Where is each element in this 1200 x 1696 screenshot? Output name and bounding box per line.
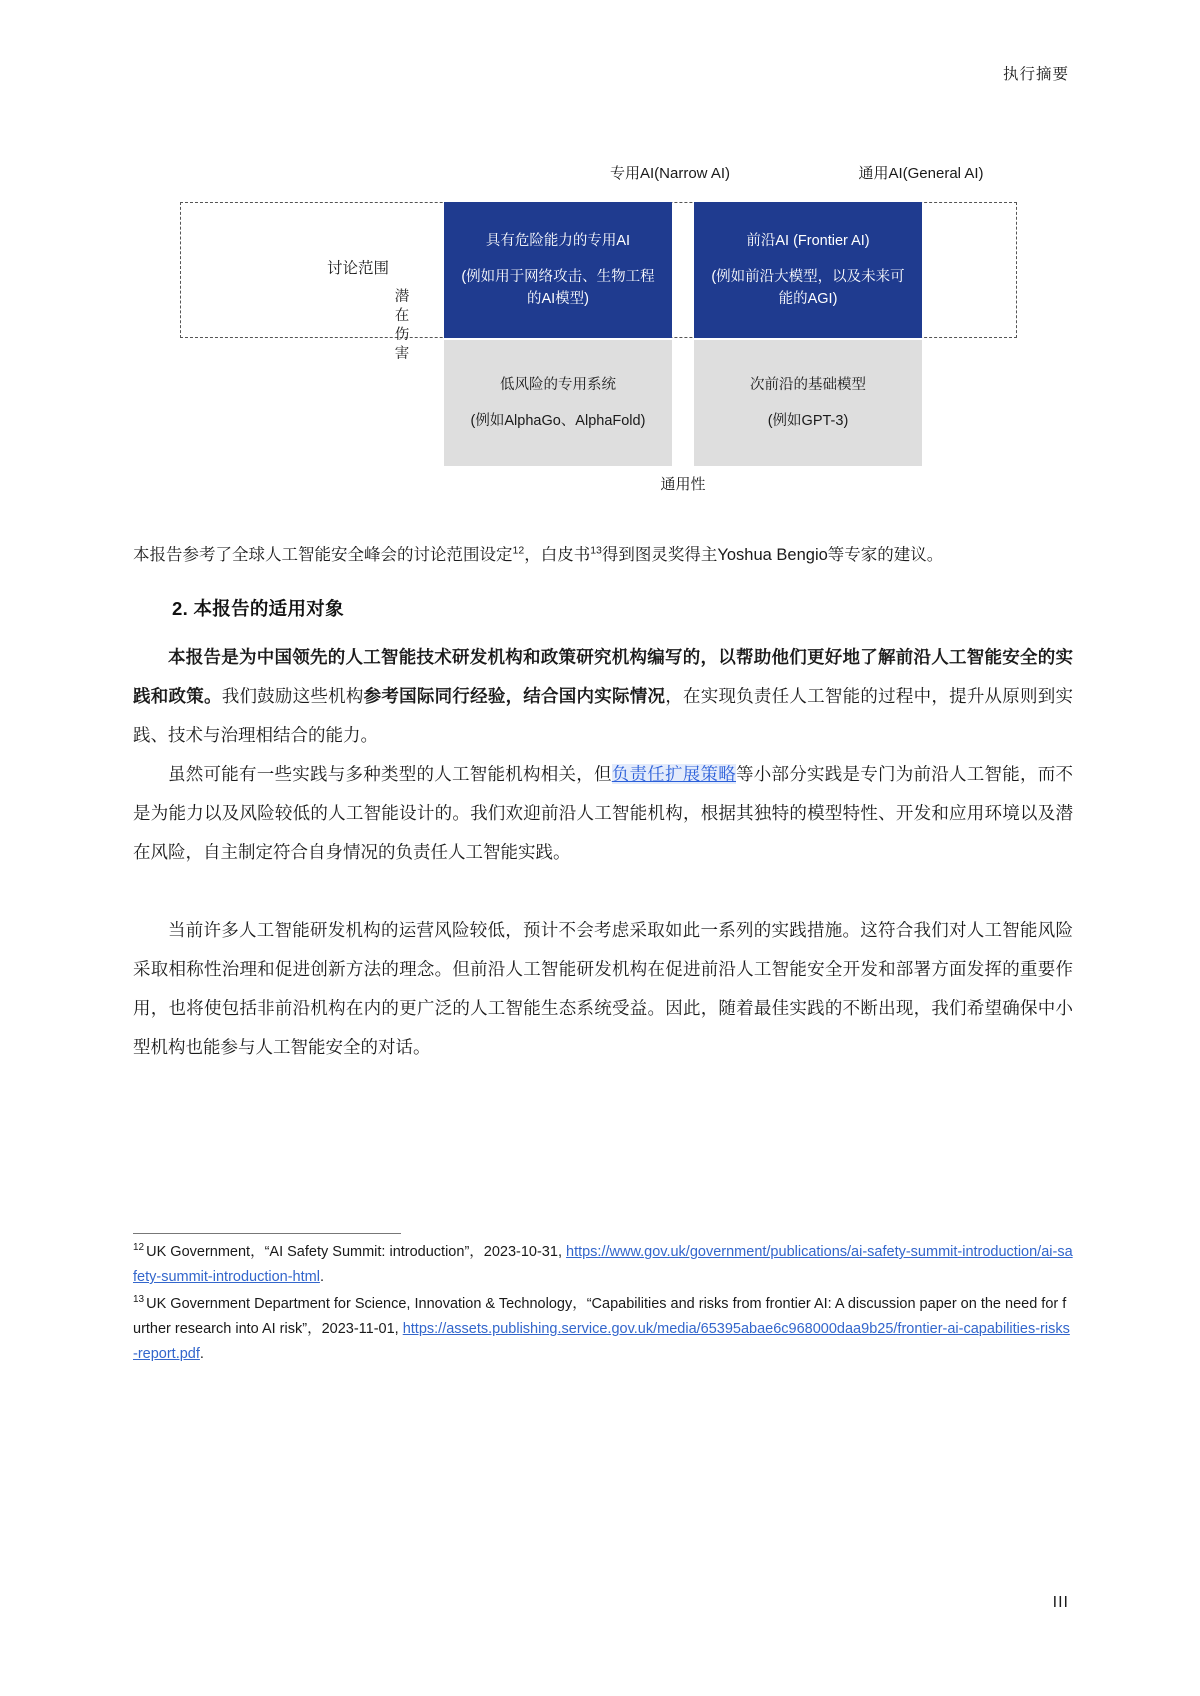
figure-column-headers xyxy=(133,162,1071,186)
paragraph-text xyxy=(133,638,1073,755)
caption-part-3: 得到图灵奖得主Yoshua Bengio等专家的建议。 xyxy=(601,546,944,564)
y-axis-char-2: 在 xyxy=(394,308,410,324)
footnote-item xyxy=(133,1240,1073,1290)
quadrant-example: (例如AlphaGo、AlphaFold) xyxy=(470,413,646,429)
discussion-scope-label: 讨论范围 xyxy=(326,260,389,277)
link-responsible-scaling-policy[interactable]: 负责任扩展策略 xyxy=(611,764,736,784)
page-number: III xyxy=(1052,1594,1069,1611)
figure-caption xyxy=(133,541,1071,569)
plain-span: 我们鼓励这些机构 xyxy=(221,686,364,706)
quadrant-figure xyxy=(133,128,1071,528)
footnote-trailing: . xyxy=(199,1346,204,1362)
caption-footnote-ref-12: 12 xyxy=(512,544,525,557)
quadrant-title: 前沿AI (Frontier AI) xyxy=(746,233,870,249)
plain-span: ，在实现负责任人工智能的过程中，提升从原则到实践、技术与治理相结合的能力。 xyxy=(133,686,1074,745)
quadrant-general-high-harm xyxy=(694,202,922,338)
y-axis-char-4: 害 xyxy=(394,346,410,362)
paragraph-proportionate-governance xyxy=(133,911,1073,1067)
quadrant-example: (例如GPT-3) xyxy=(767,413,849,429)
quadrant-title: 低风险的专用系统 xyxy=(500,377,616,393)
plain-span: 虽然可能有一些实践与多种类型的人工智能机构相关，但 xyxy=(168,764,612,784)
x-axis-label-generality: 通用性 xyxy=(660,476,706,493)
quadrant-example: (例如用于网络攻击、生物工程的AI模型) xyxy=(461,269,655,307)
footnote-link[interactable]: https://www.gov.uk/government/publications/ai-safety-summit-introduction/ai-safety-summit-introduction-html xyxy=(133,1244,1073,1285)
quadrant-title: 次前沿的基础模型 xyxy=(750,377,866,393)
caption-footnote-ref-13: 13 xyxy=(590,544,602,557)
running-header: 执行摘要 xyxy=(1002,66,1069,83)
paragraph-audience xyxy=(133,638,1073,755)
caption-part-2: ，白皮书 xyxy=(524,546,591,564)
quadrant-example: (例如前沿大模型，以及未来可能的AGI) xyxy=(711,269,905,307)
footnote-trailing: . xyxy=(319,1269,324,1285)
footnote-list xyxy=(133,1240,1073,1369)
emphasis-span: 参考国际同行经验，结合国内实际情况 xyxy=(363,686,666,706)
footnote-text: UK Government Department for Science, Innovation & Technology，“Capabilities and risks from frontier AI: A discussion paper on the need for further research into AI risk”，2023-11-01, xyxy=(133,1296,1067,1337)
quadrant-title: 具有危险能力的专用AI xyxy=(485,233,631,249)
section-heading: 2. 本报告的适用对象 xyxy=(172,598,344,619)
emphasis-span: 本报告是为中国领先的人工智能技术研发机构和政策研究机构编写的，以帮助他们更好地了解前沿人工智能安全的实践和政策。 xyxy=(133,647,1073,706)
caption-part-1: 本报告参考了全球人工智能安全峰会的讨论范围设定 xyxy=(133,546,513,564)
footnote-item xyxy=(133,1292,1073,1367)
column-header-narrow-ai: 专用AI(Narrow AI) xyxy=(609,165,730,182)
y-axis-char-1: 潜 xyxy=(394,289,410,305)
quadrant-general-low-harm xyxy=(694,340,922,466)
quadrant-narrow-high-harm xyxy=(444,202,672,338)
footnote-link[interactable]: https://assets.publishing.service.gov.uk/media/65395abae6c968000daa9b25/frontier-ai-capabilities-risks-report.pdf xyxy=(133,1321,1070,1362)
y-axis-label-potential-harm xyxy=(392,288,412,364)
plain-span: 等小部分实践是专门为前沿人工智能，而不是为能力以及风险较低的人工智能设计的。我们欢迎前沿人工智能机构，根据其独特的模型特性、开发和应用环境以及潜在风险，自主制定符合自身情况的负责任人工智能实践。 xyxy=(133,764,1073,862)
footnote-marker: 12 xyxy=(133,1242,145,1254)
paragraph-frontier-scope xyxy=(133,755,1073,872)
y-axis-char-3: 伤 xyxy=(394,327,410,343)
quadrant-narrow-low-harm xyxy=(444,340,672,466)
column-header-general-ai: 通用AI(General AI) xyxy=(858,165,984,182)
footnote-separator xyxy=(133,1233,401,1234)
paragraph-text xyxy=(133,755,1073,872)
footnote-text: UK Government，“AI Safety Summit: introduction”，2023-10-31, xyxy=(146,1244,562,1260)
footnote-marker: 13 xyxy=(133,1294,145,1306)
paragraph-text: 当前许多人工智能研发机构的运营风险较低，预计不会考虑采取如此一系列的实践措施。这符合我们对人工智能风险采取相称性治理和促进创新方法的理念。但前沿人工智能研发机构在促进前沿人工智能安全开发和部署方面发挥的重要作用，也将使包括非前沿机构在内的更广泛的人工智能生态系统受益。因此，随着最佳实践的不断出现，我们希望确保中小型机构也能参与人工智能安全的对话。 xyxy=(133,920,1073,1057)
